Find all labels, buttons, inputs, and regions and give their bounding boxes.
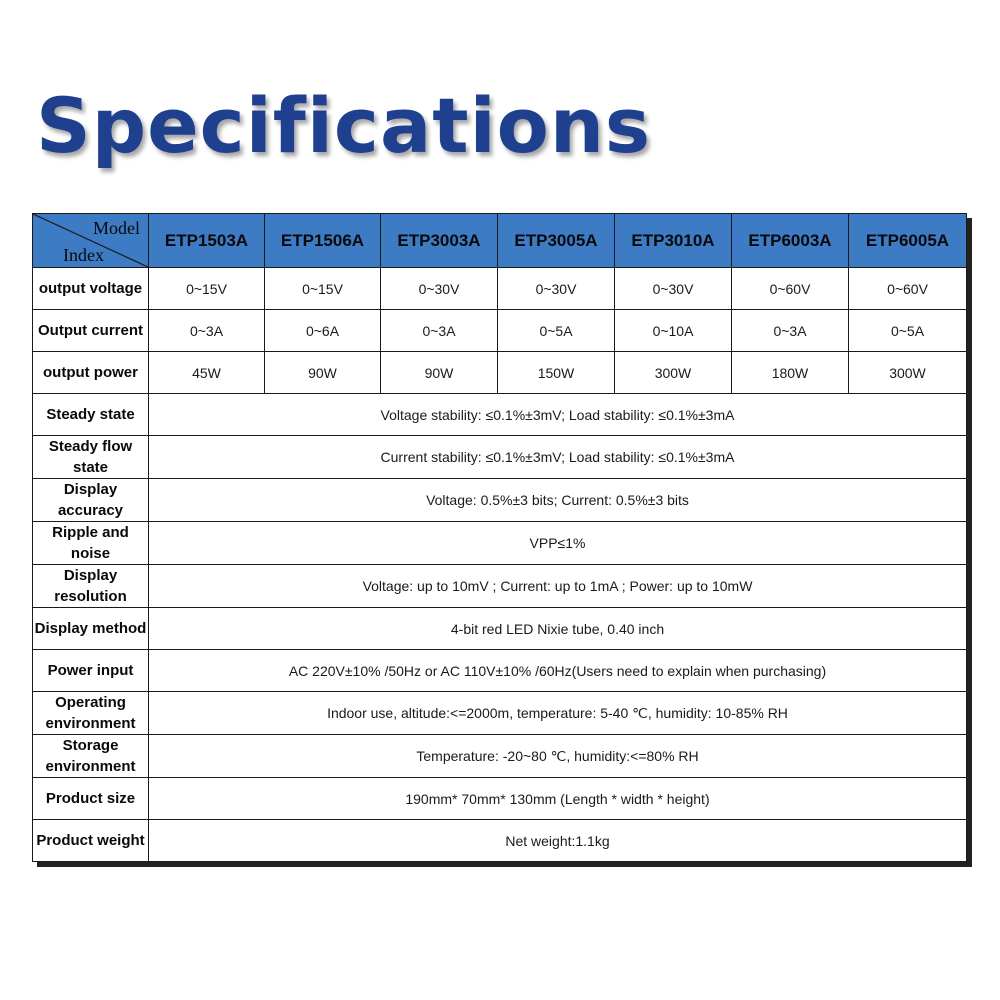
table-cell: 0~30V bbox=[381, 268, 498, 310]
table-cell: 180W bbox=[732, 352, 849, 394]
table-cell: 90W bbox=[381, 352, 498, 394]
table-row bbox=[33, 692, 967, 735]
table-cell: 0~60V bbox=[732, 268, 849, 310]
table-row bbox=[33, 650, 967, 692]
model-index-corner bbox=[33, 214, 149, 268]
table-cell: Net weight:1.1kg bbox=[149, 820, 967, 862]
model-header: ETP3005A bbox=[498, 214, 615, 268]
page-title: Specifications bbox=[36, 81, 652, 170]
table-cell: 0~5A bbox=[498, 310, 615, 352]
corner-model-label: Model bbox=[93, 218, 140, 238]
table-cell: 300W bbox=[615, 352, 732, 394]
table-cell: 0~6A bbox=[265, 310, 381, 352]
table-cell: 0~10A bbox=[615, 310, 732, 352]
table-cell: Indoor use, altitude:<=2000m, temperature: 5-40 ℃, humidity: 10-85% RH bbox=[149, 692, 967, 735]
model-header: ETP6005A bbox=[849, 214, 967, 268]
table-cell: 0~3A bbox=[732, 310, 849, 352]
table-cell: Voltage stability: ≤0.1%±3mV; Load stability: ≤0.1%±3mA bbox=[149, 394, 967, 436]
table-row bbox=[33, 436, 967, 479]
table-row bbox=[33, 820, 967, 862]
table-cell: Current stability: ≤0.1%±3mV; Load stability: ≤0.1%±3mA bbox=[149, 436, 967, 479]
specifications-table bbox=[32, 213, 967, 862]
table-row bbox=[33, 310, 967, 352]
table-cell: 0~5A bbox=[849, 310, 967, 352]
row-label: Steady flow state bbox=[33, 436, 149, 479]
model-header: ETP3003A bbox=[381, 214, 498, 268]
table-cell: 45W bbox=[149, 352, 265, 394]
table-cell: Voltage: up to 10mV ; Current: up to 1mA ; Power: up to 10mW bbox=[149, 565, 967, 608]
header-row bbox=[33, 214, 967, 268]
table-row bbox=[33, 608, 967, 650]
model-header: ETP6003A bbox=[732, 214, 849, 268]
table-row bbox=[33, 352, 967, 394]
table-cell: 300W bbox=[849, 352, 967, 394]
table-cell: 0~15V bbox=[265, 268, 381, 310]
table-row bbox=[33, 735, 967, 778]
table-cell: 0~3A bbox=[149, 310, 265, 352]
table-cell: Voltage: 0.5%±3 bits; Current: 0.5%±3 bits bbox=[149, 479, 967, 522]
row-label: Operating environment bbox=[33, 692, 149, 735]
row-label: output voltage bbox=[33, 268, 149, 310]
table-row bbox=[33, 268, 967, 310]
row-label: Product size bbox=[33, 778, 149, 820]
row-label: Output current bbox=[33, 310, 149, 352]
model-header: ETP1503A bbox=[149, 214, 265, 268]
table-cell: 150W bbox=[498, 352, 615, 394]
table-cell: VPP≤1% bbox=[149, 522, 967, 565]
row-label: Ripple and noise bbox=[33, 522, 149, 565]
row-label: Product weight bbox=[33, 820, 149, 862]
table-cell: 4-bit red LED Nixie tube, 0.40 inch bbox=[149, 608, 967, 650]
row-label: Steady state bbox=[33, 394, 149, 436]
table-row bbox=[33, 778, 967, 820]
table-cell: 190mm* 70mm* 130mm (Length * width * height) bbox=[149, 778, 967, 820]
table-cell: AC 220V±10% /50Hz or AC 110V±10% /60Hz(Users need to explain when purchasing) bbox=[149, 650, 967, 692]
table-cell: 0~30V bbox=[498, 268, 615, 310]
corner-index-label: Index bbox=[63, 245, 104, 265]
table-row bbox=[33, 394, 967, 436]
row-label: Power input bbox=[33, 650, 149, 692]
row-label: Storage environment bbox=[33, 735, 149, 778]
table-row bbox=[33, 479, 967, 522]
table-cell: Temperature: -20~80 ℃, humidity:<=80% RH bbox=[149, 735, 967, 778]
table-cell: 0~60V bbox=[849, 268, 967, 310]
row-label: Display accuracy bbox=[33, 479, 149, 522]
row-label: output power bbox=[33, 352, 149, 394]
table-cell: 0~3A bbox=[381, 310, 498, 352]
row-label: Display resolution bbox=[33, 565, 149, 608]
model-header: ETP1506A bbox=[265, 214, 381, 268]
table-cell: 0~30V bbox=[615, 268, 732, 310]
row-label: Display method bbox=[33, 608, 149, 650]
table-cell: 90W bbox=[265, 352, 381, 394]
table-row bbox=[33, 565, 967, 608]
model-header: ETP3010A bbox=[615, 214, 732, 268]
table-row bbox=[33, 522, 967, 565]
table-cell: 0~15V bbox=[149, 268, 265, 310]
